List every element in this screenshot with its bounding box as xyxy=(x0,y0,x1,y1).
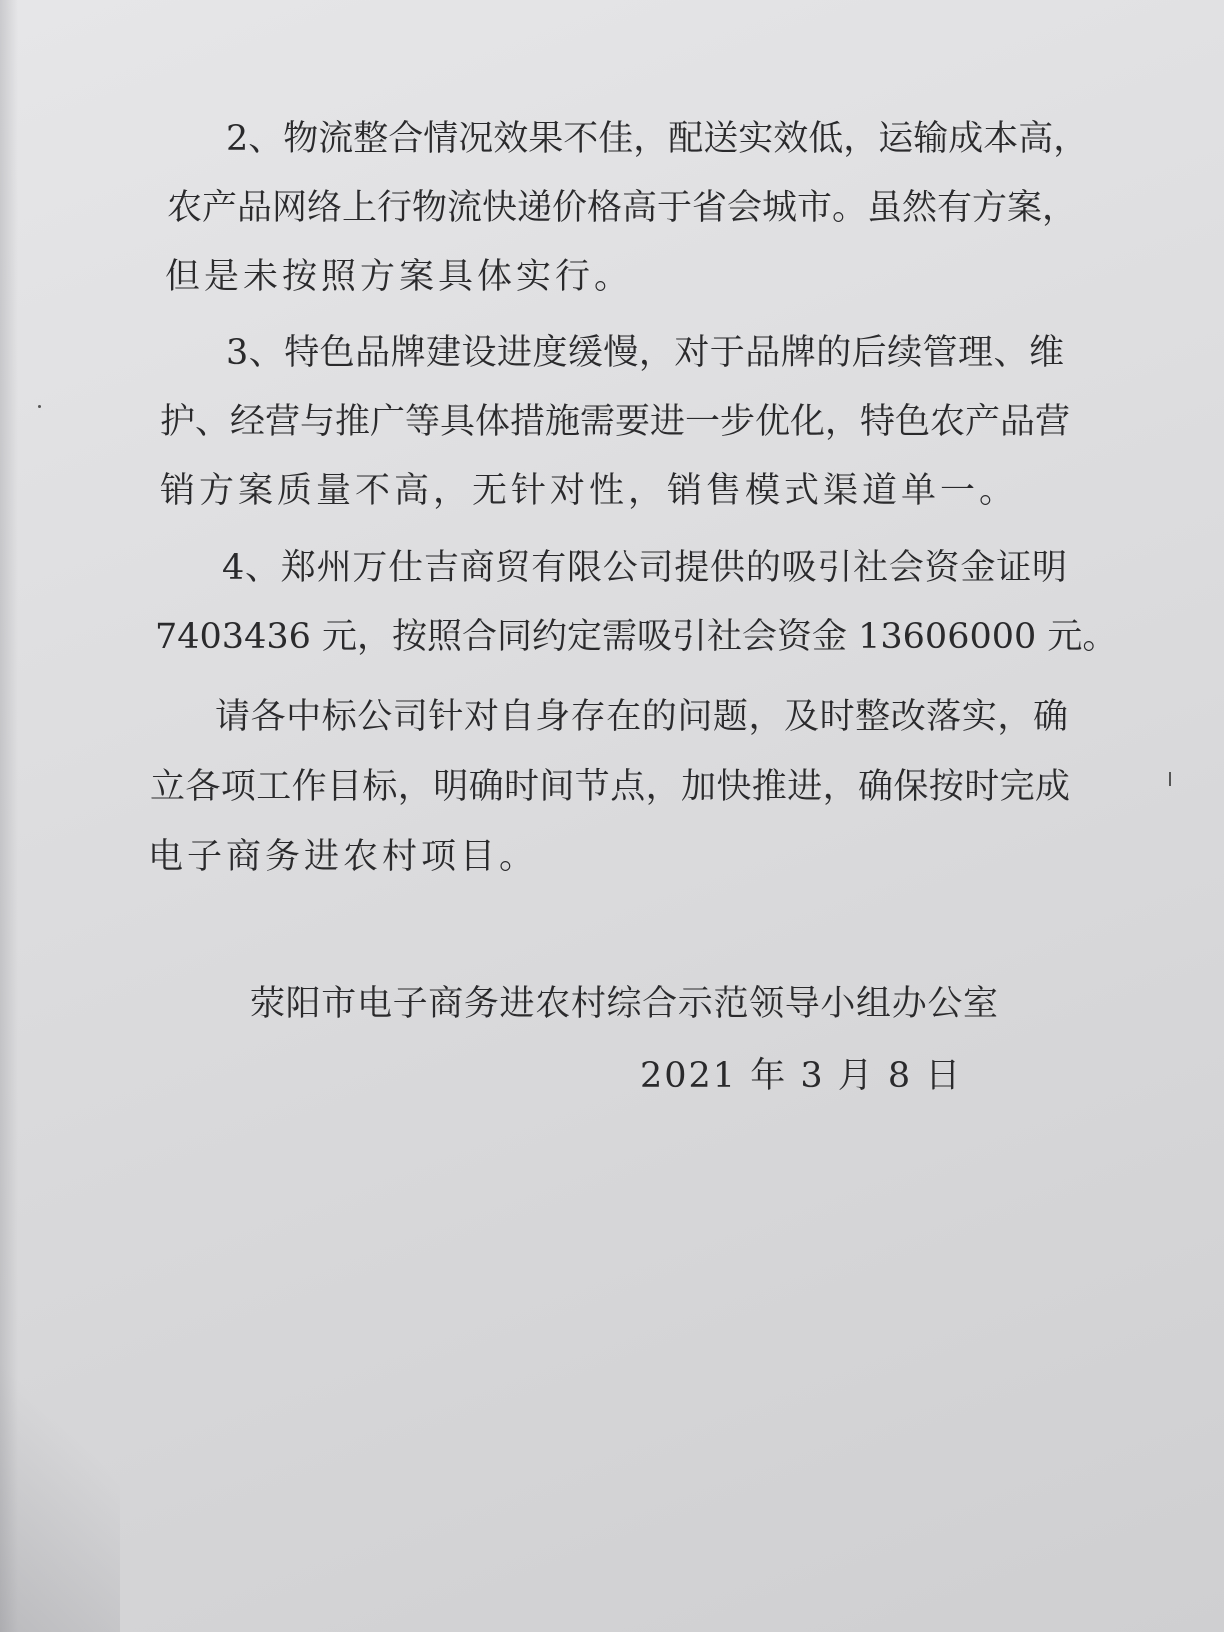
paragraph-4-line-2: 7403436 元，按照合同约定需吸引社会资金 13606000 元。 xyxy=(155,617,1118,657)
paragraph-2-line-2: 农产品网络上行物流快递价格高于省会城市。虽然有方案， xyxy=(167,188,1078,228)
paragraph-2-line-3: 但是未按照方案具体实行。 xyxy=(165,257,634,297)
closing-line-1: 请各中标公司针对自身存在的问题，及时整改落实，确 xyxy=(215,697,1068,737)
signature-date: 2021 年 3 月 8 日 xyxy=(640,1056,963,1096)
scan-mark xyxy=(1169,772,1171,786)
paragraph-2-line-1: 2、物流整合情况效果不佳，配送实效低，运输成本高， xyxy=(226,119,1089,159)
paragraph-3-line-1: 3、特色品牌建设进度缓慢，对于品牌的后续管理、维 xyxy=(226,333,1064,373)
paragraph-4-line-1: 4、郑州万仕吉商贸有限公司提供的吸引社会资金证明 xyxy=(222,548,1067,588)
closing-line-2: 立各项工作目标，明确时间节点，加快推进，确保按时完成 xyxy=(150,767,1070,807)
signature-organization: 荥阳市电子商务进农村综合示范领导小组办公室 xyxy=(250,984,998,1024)
scan-speck xyxy=(38,405,41,408)
paragraph-3-line-2: 护、经营与推广等具体措施需要进一步优化，特色农产品营 xyxy=(160,402,1071,442)
closing-line-3: 电子商务进农村项目。 xyxy=(148,837,539,877)
paragraph-3-line-3: 销方案质量不高，无针对性，销售模式渠道单一。 xyxy=(160,471,1019,511)
